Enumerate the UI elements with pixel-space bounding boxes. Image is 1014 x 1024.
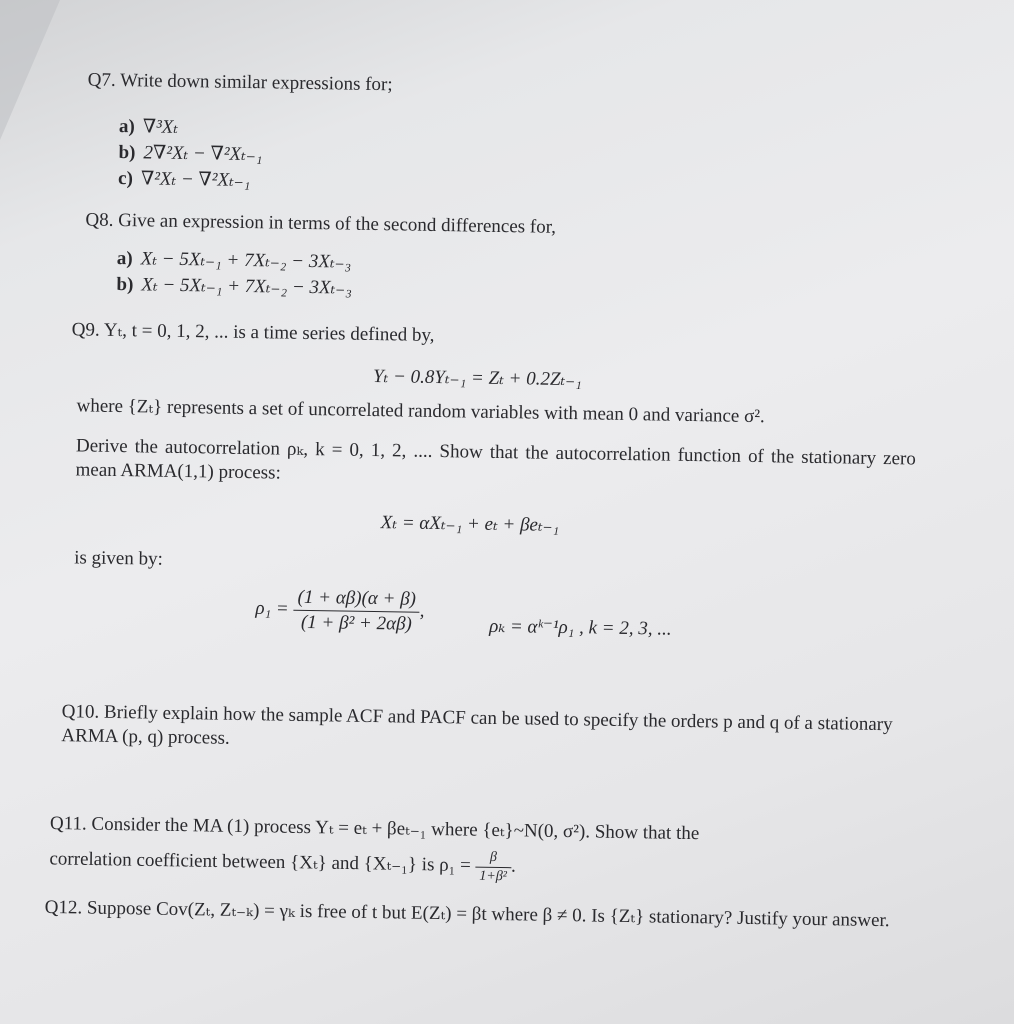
q9-where: where {Zₜ} represents a set of uncorrelated random variables with mean 0 and variance σ².: [76, 395, 765, 428]
rho1-fraction: $\frac{(1 + \alpha\beta)(\alpha + \beta)}{\text{(1 + β² + 2αβ)}}$: [293, 586, 420, 636]
q8-item-b: b) Xₜ − 5Xₜ₋₁ + 7Xₜ₋₂ − 3Xₜ₋₃: [116, 273, 353, 299]
q8-title: Q8. Give an expression in terms of the second differences for,: [85, 209, 557, 238]
q9-equation: Yₜ − 0.8Yₜ₋₁ = Zₜ + 0.2Zₜ₋₁: [372, 365, 582, 391]
paper-corner-shadow: [0, 0, 60, 140]
q11-line2: correlation coefficient between {Xₜ} and {Xₜ₋₁} is ρ₁ = $\frac{\beta}{\text{1+β²}}$ .: [49, 848, 517, 884]
q9-arma-equation: Xₜ = αXₜ₋₁ + eₜ + βeₜ₋₁: [380, 512, 560, 536]
q7-item-c: c) ∇²Xₜ − ∇²Xₜ₋₁: [117, 167, 251, 192]
q11-fraction: $\frac{\beta}{\text{1+β²}}$: [475, 849, 511, 886]
q9-title: Q9. Yₜ, t = 0, 1, 2, ... is a time series defined by,: [71, 319, 435, 346]
q10-text: Q10. Briefly explain how the sample ACF and PACF can be used to specify the orders p and q of a stationary ARMA (p, q) process.: [61, 701, 893, 749]
q7-item-a: a) ∇³Xₜ: [118, 115, 179, 138]
q9-derive: Derive the autocorrelation ρₖ, k = 0, 1, 2, .... Show that the autocorrelation function of the stationary zero mean ARMA(1,1) process:: [75, 435, 917, 484]
q7-item-b: b) 2∇²Xₜ − ∇²Xₜ₋₁: [118, 141, 263, 166]
q8-item-a: a) Xₜ − 5Xₜ₋₁ + 7Xₜ₋₂ − 3Xₜ₋₃: [116, 247, 352, 273]
q9-given-by: is given by:: [74, 547, 164, 570]
q12-text: Q12. Suppose Cov(Zₜ, Zₜ₋ₖ) = γₖ is free of t but E(Zₜ) = βt where β ≠ 0. Is {Zₜ} stationary? Justify your answer.: [44, 896, 890, 932]
q7-title: Q7. Write down similar expressions for;: [87, 69, 393, 96]
q9-rhok-formula: ρₖ = αᵏ⁻¹ρ₁ , k = 2, 3, ...: [488, 615, 672, 640]
exam-page: [43, 60, 957, 1004]
q11-line1: Q11. Consider the MA (1) process Yₜ = eₜ + βeₜ₋₁ where {eₜ}~N(0, σ²). Show that the: [49, 812, 700, 845]
q9-rho1-formula: ρ₁ = $\frac{(1 + \alpha\beta)(\alpha + \beta)}{\text{(1 + β² + 2αβ)}}$ ,: [255, 586, 425, 635]
